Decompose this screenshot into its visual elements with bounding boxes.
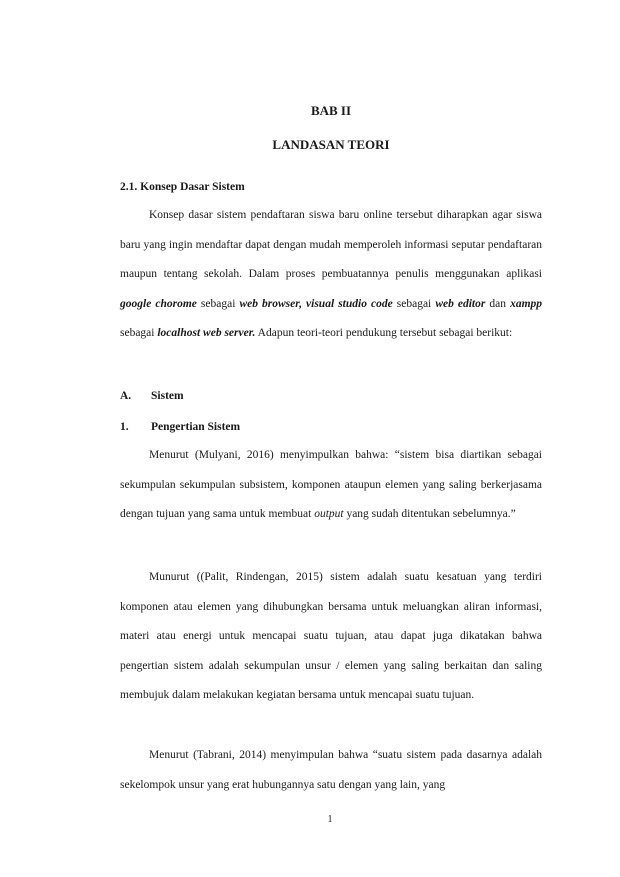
text-run: sebagai <box>392 297 436 310</box>
subsection-number: 1. <box>120 421 129 433</box>
subsection-heading-a <box>120 390 184 402</box>
italic-term: web browser, visual studio code <box>239 297 393 310</box>
page-number: 1 <box>327 814 333 825</box>
text-run: yang sudah ditentukan sebelumnya.” <box>343 508 516 520</box>
chapter-title: LANDASAN TEORI <box>272 137 390 152</box>
subsection-number: A. <box>120 390 132 402</box>
subsection-heading-1 <box>120 421 240 433</box>
text-run: Menurut (Mulyani, 2016) menyimpulkan bahwa: “sistem bisa diartikan sebagai sekumpulan sekumpulan subsistem, komponen ataupun elemen yang saling berkerjasama dengan tujuan yang sama untuk membuat <box>120 449 542 520</box>
subsection-title: Pengertian Sistem <box>151 421 241 433</box>
paragraph-tabrani: Menurut (Tabrani, 2014) menyimpulan bahwa “suatu sistem pada dasarnya adalah sekelompok unsur yang erat hubungannya satu dengan yang lain, yang <box>120 749 542 791</box>
text-run: Adapun teori-teori pendukung tersebut sebagai berikut: <box>255 327 513 339</box>
paragraph-mulyani <box>120 441 542 530</box>
text-run: sebagai <box>120 327 158 339</box>
paragraph-konsep-dasar <box>120 201 542 349</box>
italic-term: output <box>314 508 344 520</box>
italic-term: localhost web server. <box>157 327 256 339</box>
text-run: sebagai <box>196 297 240 310</box>
italic-term: google chorome <box>120 297 197 310</box>
italic-term: web editor <box>435 297 486 310</box>
text-run: dan <box>485 297 511 310</box>
subsection-title: Sistem <box>151 390 184 402</box>
italic-term: xampp <box>510 297 543 310</box>
section-heading-2-1: 2.1. Konsep Dasar Sistem <box>120 181 245 193</box>
chapter-label: BAB II <box>310 103 352 118</box>
paragraph-palit: Munurut ((Palit, Rindengan, 2015) sistem adalah suatu kesatuan yang terdiri komponen atau elemen yang dihubungkan bersama untuk meluangkan aliran informasi, materi atau energi untuk mencapai suatu tujuan, atau dapat juga dikatakan bahwa pengertian sistem adalah sekumpulan unsur / elemen yang saling berkaitan dan saling membujuk dalam melakukan kegiatan bersama untuk mencapai suatu tujuan. <box>120 571 542 701</box>
text-run: Konsep dasar sistem pendaftaran siswa baru online tersebut diharapkan agar siswa baru yang ingin mendaftar dapat dengan mudah memperoleh informasi seputar pendaftaran maupun tentang sekolah. Dalam proses pembuatannya penulis menggunakan aplikasi <box>120 209 542 280</box>
